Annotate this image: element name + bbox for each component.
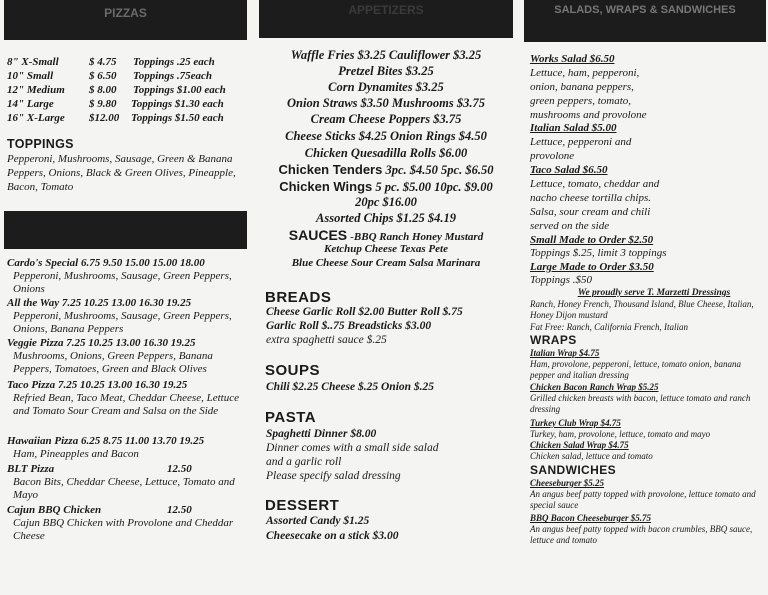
pasta-line: Spaghetti Dinner $8.00: [266, 428, 377, 440]
taco-salad-desc: Lettuce, tomato, cheddar and nacho cheese tortilla chips. Salsa, sour cream and chili served on the side: [530, 178, 660, 232]
salads-band-text: SALADS, WRAPS & SANDWICHES: [554, 4, 736, 16]
wrap-title: Chicken Salad Wrap $4.75: [530, 440, 629, 450]
size-toppings: Toppings .75each: [133, 70, 213, 82]
size-price: $12.00: [89, 112, 120, 124]
size-label: 12" Medium: [7, 84, 65, 96]
sauces-list-2: Ketchup Cheese Texas Pete: [324, 243, 448, 255]
specialty-pizza: [7, 337, 247, 376]
works-salad-title: Works Salad $6.50: [530, 53, 615, 65]
size-label: 16" X-Large: [7, 112, 65, 124]
pasta-line: Dinner comes with a small side salad: [266, 442, 439, 454]
dessert-line: Assorted Candy $1.25: [266, 515, 370, 527]
salads-header-band: [524, 0, 766, 42]
pizza-prices: 7.25 10.25 13.00 16.30 19.25: [61, 297, 192, 309]
sandwiches-heading: SANDWICHES: [530, 463, 617, 477]
works-salad-desc: Lettuce, ham, pepperoni, onion, banana peppers, green peppers, tomato, mushrooms and provolone: [530, 67, 647, 121]
size-price: $ 8.00: [89, 84, 117, 96]
wrap-title: Turkey Club Wrap $4.75: [530, 418, 621, 428]
appetizers-band-text: APPETIZERS: [348, 3, 424, 17]
appetizers-column: [255, 0, 517, 595]
pizza-column: [0, 0, 250, 595]
pizzas-band-text: PIZZAS: [104, 6, 147, 20]
pizza-name: Taco Pizza: [7, 379, 56, 391]
specialty-pizza: [7, 257, 247, 296]
large-salad-desc: Toppings .$50: [530, 274, 592, 286]
appetizer-line: Waffle Fries $3.25 Cauliflower $3.25: [290, 48, 482, 62]
dressings-list: Ranch, Honey French, Thousand Island, Blue Cheese, Italian, Honey Dijon mustard: [530, 299, 754, 320]
pasta-heading: PASTA: [265, 409, 317, 426]
size-toppings: Toppings $1.30 each: [131, 98, 224, 110]
size-price: $ 9.80: [89, 98, 117, 110]
specialty-pizza: [7, 435, 247, 461]
pizzas-header-band: [4, 0, 247, 40]
specialty-pizza: [7, 504, 247, 543]
pizza-desc: Ham, Pineapples and Bacon: [13, 448, 139, 460]
wrap-title: Italian Wrap $4.75: [530, 348, 600, 358]
sauces-line: [255, 227, 517, 244]
small-salad-desc: Toppings $.25, limit 3 toppings: [530, 247, 667, 259]
breads-line: Cheese Garlic Roll $2.00 Butter Roll $.75: [266, 306, 463, 318]
appetizer-line: Corn Dynamites $3.25: [328, 80, 444, 94]
wings-line: [255, 179, 517, 195]
breads-heading: BREADS: [265, 289, 332, 306]
wrap-title: Chicken Bacon Ranch Wrap $5.25: [530, 382, 659, 392]
specialty-header-band: [4, 211, 247, 249]
soups-heading: SOUPS: [265, 362, 321, 379]
pizza-desc: Bacon Bits, Cheddar Cheese, Lettuce, Tomato and Mayo: [13, 476, 235, 501]
appetizer-line: Cream Cheese Poppers $3.75: [310, 112, 462, 126]
pasta-line: Please specify salad dressing: [266, 470, 401, 482]
wrap-desc: Ham, provolone, pepperoni, lettuce, tomato onion, banana pepper and italian dressing: [530, 359, 742, 380]
appetizer-line: Onion Straws $3.50 Mushrooms $3.75: [287, 96, 485, 110]
pizza-desc: Refried Bean, Taco Meat, Cheddar Cheese, Lettuce and Tomato Sour Cream and Salsa on the Side: [13, 392, 239, 417]
sandwich-desc: An angus beef patty topped with bacon crumbles, BBQ sauce, lettuce and tomato: [530, 524, 753, 545]
appetizer-line: Chicken Quesadilla Rolls $6.00: [304, 146, 468, 160]
pizza-name: Cardo's Special: [7, 257, 79, 269]
tenders-label: Chicken Tenders: [278, 162, 383, 177]
large-salad-title: Large Made to Order $3.50: [530, 261, 654, 273]
sauces-list-1: -BBQ Ranch Honey Mustard: [350, 231, 484, 243]
size-label: 10" Small: [7, 70, 54, 82]
appetizers-header-band: [259, 0, 513, 38]
chips-line: Assorted Chips $1.25 $4.19: [316, 211, 456, 225]
sandwich-title: Cheeseburger $5.25: [530, 478, 604, 488]
pizza-prices: 6.75 9.50 15.00 15.00 18.00: [80, 257, 205, 269]
size-toppings: Toppings .25 each: [133, 56, 215, 68]
breads-line: extra spaghetti sauce $.25: [266, 334, 387, 346]
wraps-heading: WRAPS: [530, 333, 577, 347]
pizza-prices: 6.25 8.75 11.00 13.70 19.25: [80, 435, 205, 447]
appetizer-line: Pretzel Bites $3.25: [338, 64, 434, 78]
fat-free-dressings: Fat Free: Ranch, California French, Italian: [530, 322, 689, 332]
size-price: $ 6.50: [89, 70, 117, 82]
sandwich-title: BBQ Bacon Cheeseburger $5.75: [530, 513, 652, 523]
italian-salad-desc: Lettuce, pepperoni and provolone: [530, 136, 632, 162]
specialty-pizza: [7, 379, 247, 418]
toppings-heading: TOPPINGS: [7, 137, 74, 151]
size-toppings: Toppings $1.00 each: [133, 84, 226, 96]
wrap-desc: Chicken salad, lettuce and tomato: [530, 451, 653, 461]
breads-line: Garlic Roll $..75 Breadsticks $3.00: [266, 320, 432, 332]
dessert-line: Cheesecake on a stick $3.00: [266, 530, 399, 542]
pizza-desc: Mushrooms, Onions, Green Peppers, Banana Peppers, Tomatoes, Green and Black Olives: [13, 350, 213, 375]
pizza-desc: Cajun BBQ Chicken with Provolone and Cheddar Cheese: [13, 517, 234, 542]
pasta-line: and a garlic roll: [266, 456, 342, 468]
pizza-name: Veggie Pizza: [7, 337, 64, 349]
pizza-prices: 7.25 10.25 13.00 16.30 19.25: [66, 337, 196, 349]
italian-salad-title: Italian Salad $5.00: [530, 122, 617, 134]
specialty-pizza: [7, 463, 247, 502]
pizza-name: Hawaiian Pizza: [7, 435, 79, 447]
tenders-line: [255, 162, 517, 178]
tenders-price: 3pc. $4.50 5pc. $6.50: [385, 163, 494, 177]
taco-salad-title: Taco Salad $6.50: [530, 164, 608, 176]
size-price: $ 4.75: [89, 56, 117, 68]
marzetti-line: We proudly serve T. Marzetti Dressings: [577, 288, 731, 298]
wings-label: Chicken Wings: [279, 179, 373, 194]
pizza-prices: 7.25 10.25 13.00 16.30 19.25: [57, 379, 188, 391]
sandwich-desc: An angus beef patty topped with provolone, lettuce tomato and special sauce: [530, 489, 756, 510]
sauces-label: SAUCES: [288, 227, 348, 243]
size-label: 8" X-Small: [7, 56, 59, 68]
wings-price: 5 pc. $5.00 10pc. $9.00: [375, 180, 493, 194]
pizza-desc: Pepperoni, Mushrooms, Sausage, Green Peppers, Onions, Banana Peppers: [13, 310, 232, 335]
wrap-desc: Grilled chicken breasts with bacon, lettuce tomato and ranch dressing: [530, 393, 751, 414]
pizza-prices: 12.50: [167, 463, 192, 475]
sauces-list-3: Blue Cheese Sour Cream Salsa Marinara: [291, 257, 481, 269]
dessert-heading: DESSERT: [265, 497, 340, 514]
salads-column: [522, 0, 768, 595]
pizza-name: Cajun BBQ Chicken: [7, 504, 102, 516]
pizza-name: All the Way: [7, 297, 60, 309]
wrap-desc: Turkey, ham, provolone, lettuce, tomato and mayo: [530, 429, 711, 439]
toppings-list: Pepperoni, Mushrooms, Sausage, Green & Banana Peppers, Onions, Black & Green Olives, Pineapple, Bacon, Tomato: [7, 153, 236, 193]
appetizer-line: Cheese Sticks $4.25 Onion Rings $4.50: [285, 129, 487, 143]
pizza-desc: Pepperoni, Mushrooms, Sausage, Green Peppers, Onions: [13, 270, 232, 295]
size-toppings: Toppings $1.50 each: [131, 112, 224, 124]
specialty-band-text: SPECIALTY PIZZAS: [69, 223, 182, 237]
wings-price-20: 20pc $16.00: [355, 195, 417, 209]
size-label: 14" Large: [7, 98, 54, 110]
specialty-pizza: [7, 297, 247, 336]
pizza-prices: 12.50: [167, 504, 192, 516]
small-salad-title: Small Made to Order $2.50: [530, 234, 654, 246]
soups-line: Chili $2.25 Cheese $.25 Onion $.25: [266, 381, 435, 393]
pizza-name: BLT Pizza: [7, 463, 55, 475]
